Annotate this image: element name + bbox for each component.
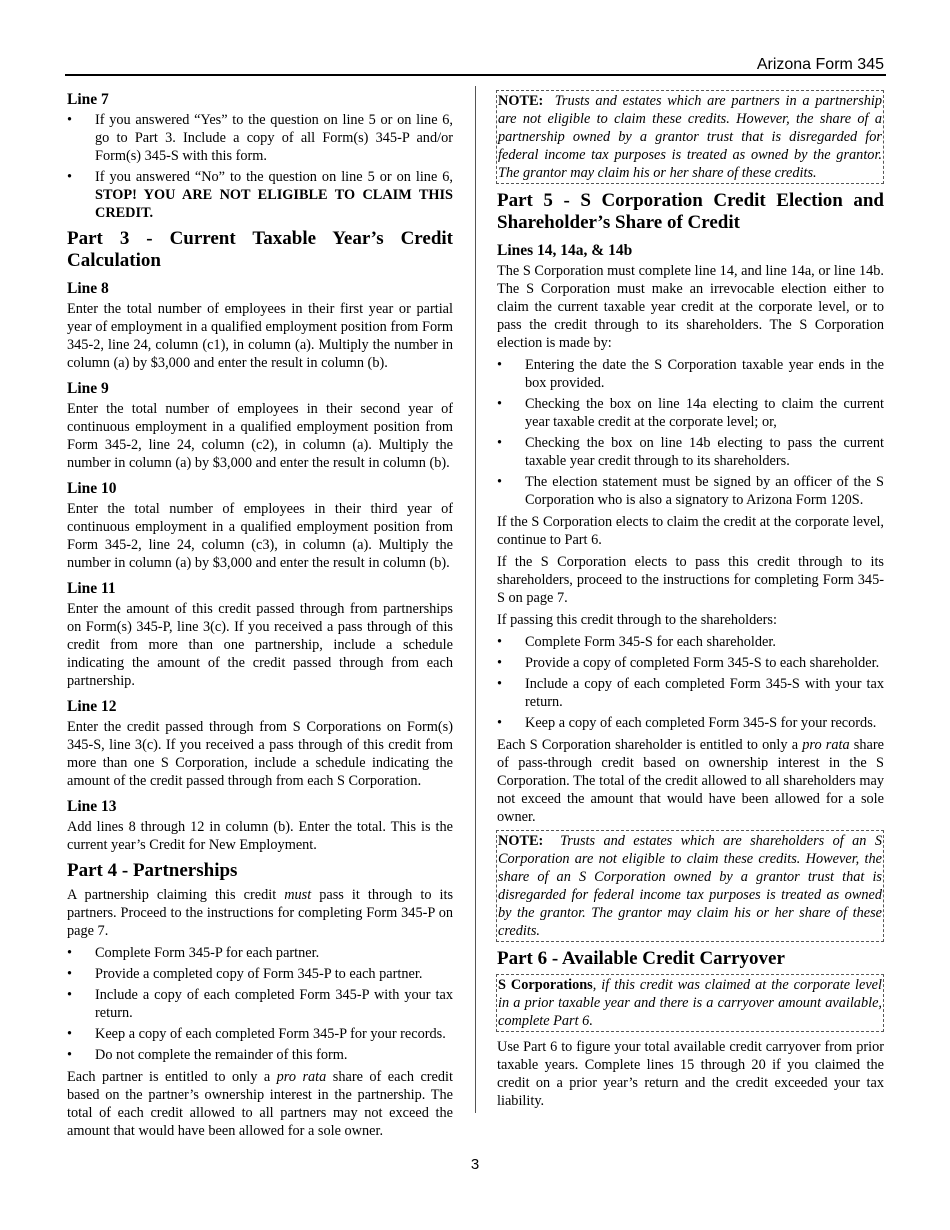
list-item: • Keep a copy of each completed Form 345-S for your records. xyxy=(497,714,884,732)
part3-heading: Part 3 - Current Taxable Year’s Credit Calculation xyxy=(67,228,453,271)
share-a: Each S Corporation shareholder is entitled to only a xyxy=(497,737,803,753)
left-column xyxy=(67,90,453,1144)
line8-heading: Line 8 xyxy=(67,280,109,297)
list-item: • Keep a copy of each completed Form 345-P for your records. xyxy=(67,1025,453,1043)
line7-stop-text: STOP! YOU ARE NOT ELIGIBLE TO CLAIM THIS CREDIT. xyxy=(95,187,453,221)
part4-share-a: Each partner is entitled to only a xyxy=(67,1069,277,1085)
election-list xyxy=(497,356,884,509)
note-text: Trusts and estates which are shareholders of an S Corporation are not eligible to claim these credits. However, the share of an S Corporation owned by a grantor trust that is disregarded for federal income tax purposes is treated as owned by the grantor. The grantor may claim his or her share of these credits. xyxy=(498,833,882,939)
line8-text: Enter the total number of employees in their first year or partial year of employment in a qualified employment position from Form 345-2, line 24, column (c1), in column (a). Multiply the number in column (a) by $3,000 and enter the result in column (b). xyxy=(67,301,453,371)
list-item: • Complete Form 345-P for each partner. xyxy=(67,944,453,962)
note-partners xyxy=(496,90,884,184)
pass-list xyxy=(497,633,884,732)
pass-text: If the S Corporation elects to pass this credit through to its shareholders, proceed to the instructions for completing Form 345-S on page 7. xyxy=(497,554,884,606)
line11-text: Enter the amount of this credit passed through from partnerships on Form(s) 345-P, line 3(c). If you received a pass through of this credit from more than one partnership, include a schedule indicating the amount of the credit passed through from each partnership. xyxy=(67,601,453,689)
note-label: NOTE: xyxy=(498,833,544,849)
line9-text: Enter the total number of employees in their second year of continuous employment in a qualified employment position from Form 345-2, line 24, column (c2), in column (a). Multiply the number in column (a) by $3,000 and enter the result in column (b). xyxy=(67,401,453,471)
part4-share-b: share of each credit based on the partner’s ownership interest in the partnership. The total of each credit allowed to all partners may not exceed the amount that would have been allowed for a sole owner. xyxy=(67,1069,453,1139)
part4-intro xyxy=(67,886,453,940)
line7-no-text: If you answered “No” to the question on line 5 or on line 6, xyxy=(95,169,453,185)
list-item: • Include a copy of each completed Form 345-P with your tax return. xyxy=(67,986,453,1022)
note-shareholders xyxy=(496,830,884,942)
list-item: • Provide a completed copy of Form 345-P to each partner. xyxy=(67,965,453,983)
part4-intro-b: pass it through to its partners. Proceed to the instructions for completing Form 345-P on page 7. xyxy=(67,887,454,939)
shareholder-share-text xyxy=(497,736,884,826)
list-item: • Include a copy of each completed Form 345-S with your tax return. xyxy=(497,675,884,711)
if-passing-text: If passing this credit through to the shareholders: xyxy=(497,612,777,628)
line13-heading: Line 13 xyxy=(67,798,117,815)
list-item: • If you answered “Yes” to the question on line 5 or on line 6, go to Part 3. Include a copy of all Form(s) 345-P and/or Form(s) 345-S with this form. xyxy=(67,111,453,165)
part4-intro-em: must xyxy=(284,887,312,903)
part4-list xyxy=(67,944,453,1064)
line7-list xyxy=(67,111,453,222)
list-item: • Checking the box on line 14a electing to claim the current year taxable credit at the corporate level; or, xyxy=(497,395,884,431)
column-divider xyxy=(475,86,476,1113)
line13-text: Add lines 8 through 12 in column (b). Enter the total. This is the current year’s Credit for New Employment. xyxy=(67,819,453,853)
part6-heading: Part 6 - Available Credit Carryover xyxy=(497,948,785,969)
list-item: • Checking the box on line 14b electing to pass the current taxable year credit through to its shareholders. xyxy=(497,434,884,470)
note-text: Trusts and estates which are partners in a partnership are not eligible to claim these credits. However, the share of a partnership owned by a grantor trust that is disregarded for federal income tax purposes is treated as owned by the grantor. The grantor may claim his or her share of these credits. xyxy=(498,93,882,181)
part6-text: Use Part 6 to figure your total available credit carryover from prior taxable years. Complete lines 15 through 20 if you claimed the credit on a prior year’s return and the credit exceeded your tax liability. xyxy=(497,1039,884,1109)
note-label: NOTE: xyxy=(498,93,544,109)
right-column xyxy=(497,90,884,1114)
part4-intro-a: A partnership claiming this credit xyxy=(67,887,285,903)
part5-heading: Part 5 - S Corporation Credit Election and Shareholder’s Share of Credit xyxy=(497,190,884,233)
line7-heading: Line 7 xyxy=(67,91,109,108)
line10-heading: Line 10 xyxy=(67,480,117,497)
line12-heading: Line 12 xyxy=(67,698,117,715)
list-item xyxy=(67,168,453,222)
line12-text: Enter the credit passed through from S Corporations on Form(s) 345-S, line 3(c). If you received a pass through of this credit from more than one S Corporation, include a schedule indicating the amount of the credit passed through from each S Corporation. xyxy=(67,719,453,789)
share-b: share of pass-through credit based on ownership interest in the S Corporation. The total of the credit allowed to all shareholders may not exceed the amount that would have been allowed for a sole owner. xyxy=(497,737,884,825)
form-title: Arizona Form 345 xyxy=(756,56,884,73)
header-rule xyxy=(65,74,886,76)
note-label: S Corporations xyxy=(498,977,593,993)
part4-heading: Part 4 - Partnerships xyxy=(67,860,238,881)
share-em: pro rata xyxy=(802,737,850,753)
note-text: , if this credit was claimed at the corporate level in a prior taxable year and there is a carryover amount available, complete Part 6. xyxy=(498,977,882,1029)
part4-share-em: pro rata xyxy=(276,1069,327,1085)
part4-share-text xyxy=(67,1068,453,1140)
list-item: • Complete Form 345-S for each shareholder. xyxy=(497,633,884,651)
list-item: • Do not complete the remainder of this form. xyxy=(67,1046,453,1064)
lines14-heading: Lines 14, 14a, & 14b xyxy=(497,242,633,259)
page-number: 3 xyxy=(470,1156,480,1173)
list-item: • Entering the date the S Corporation taxable year ends in the box provided. xyxy=(497,356,884,392)
lines14-text: The S Corporation must complete line 14, and line 14a, or line 14b. The S Corporation must make an irrevocable election either to claim the current taxable year credit at the corporate level, or to pass the credit through to its shareholders. The S Corporation election is made by: xyxy=(497,263,884,351)
line9-heading: Line 9 xyxy=(67,380,109,397)
line10-text: Enter the total number of employees in their third year of continuous employment in a qualified employment position from Form 345-2, line 24, column (c3), in column (a). Multiply the number in column (a) by $3,000 and enter the result in column (b). xyxy=(67,501,453,571)
note-s-corporations xyxy=(496,974,884,1032)
list-item: • The election statement must be signed by an officer of the S Corporation who is also a signatory to Arizona Form 120S. xyxy=(497,473,884,509)
line11-heading: Line 11 xyxy=(67,580,116,597)
claim-text: If the S Corporation elects to claim the credit at the corporate level, continue to Part 6. xyxy=(497,514,884,548)
list-item: • Provide a copy of completed Form 345-S to each shareholder. xyxy=(497,654,884,672)
